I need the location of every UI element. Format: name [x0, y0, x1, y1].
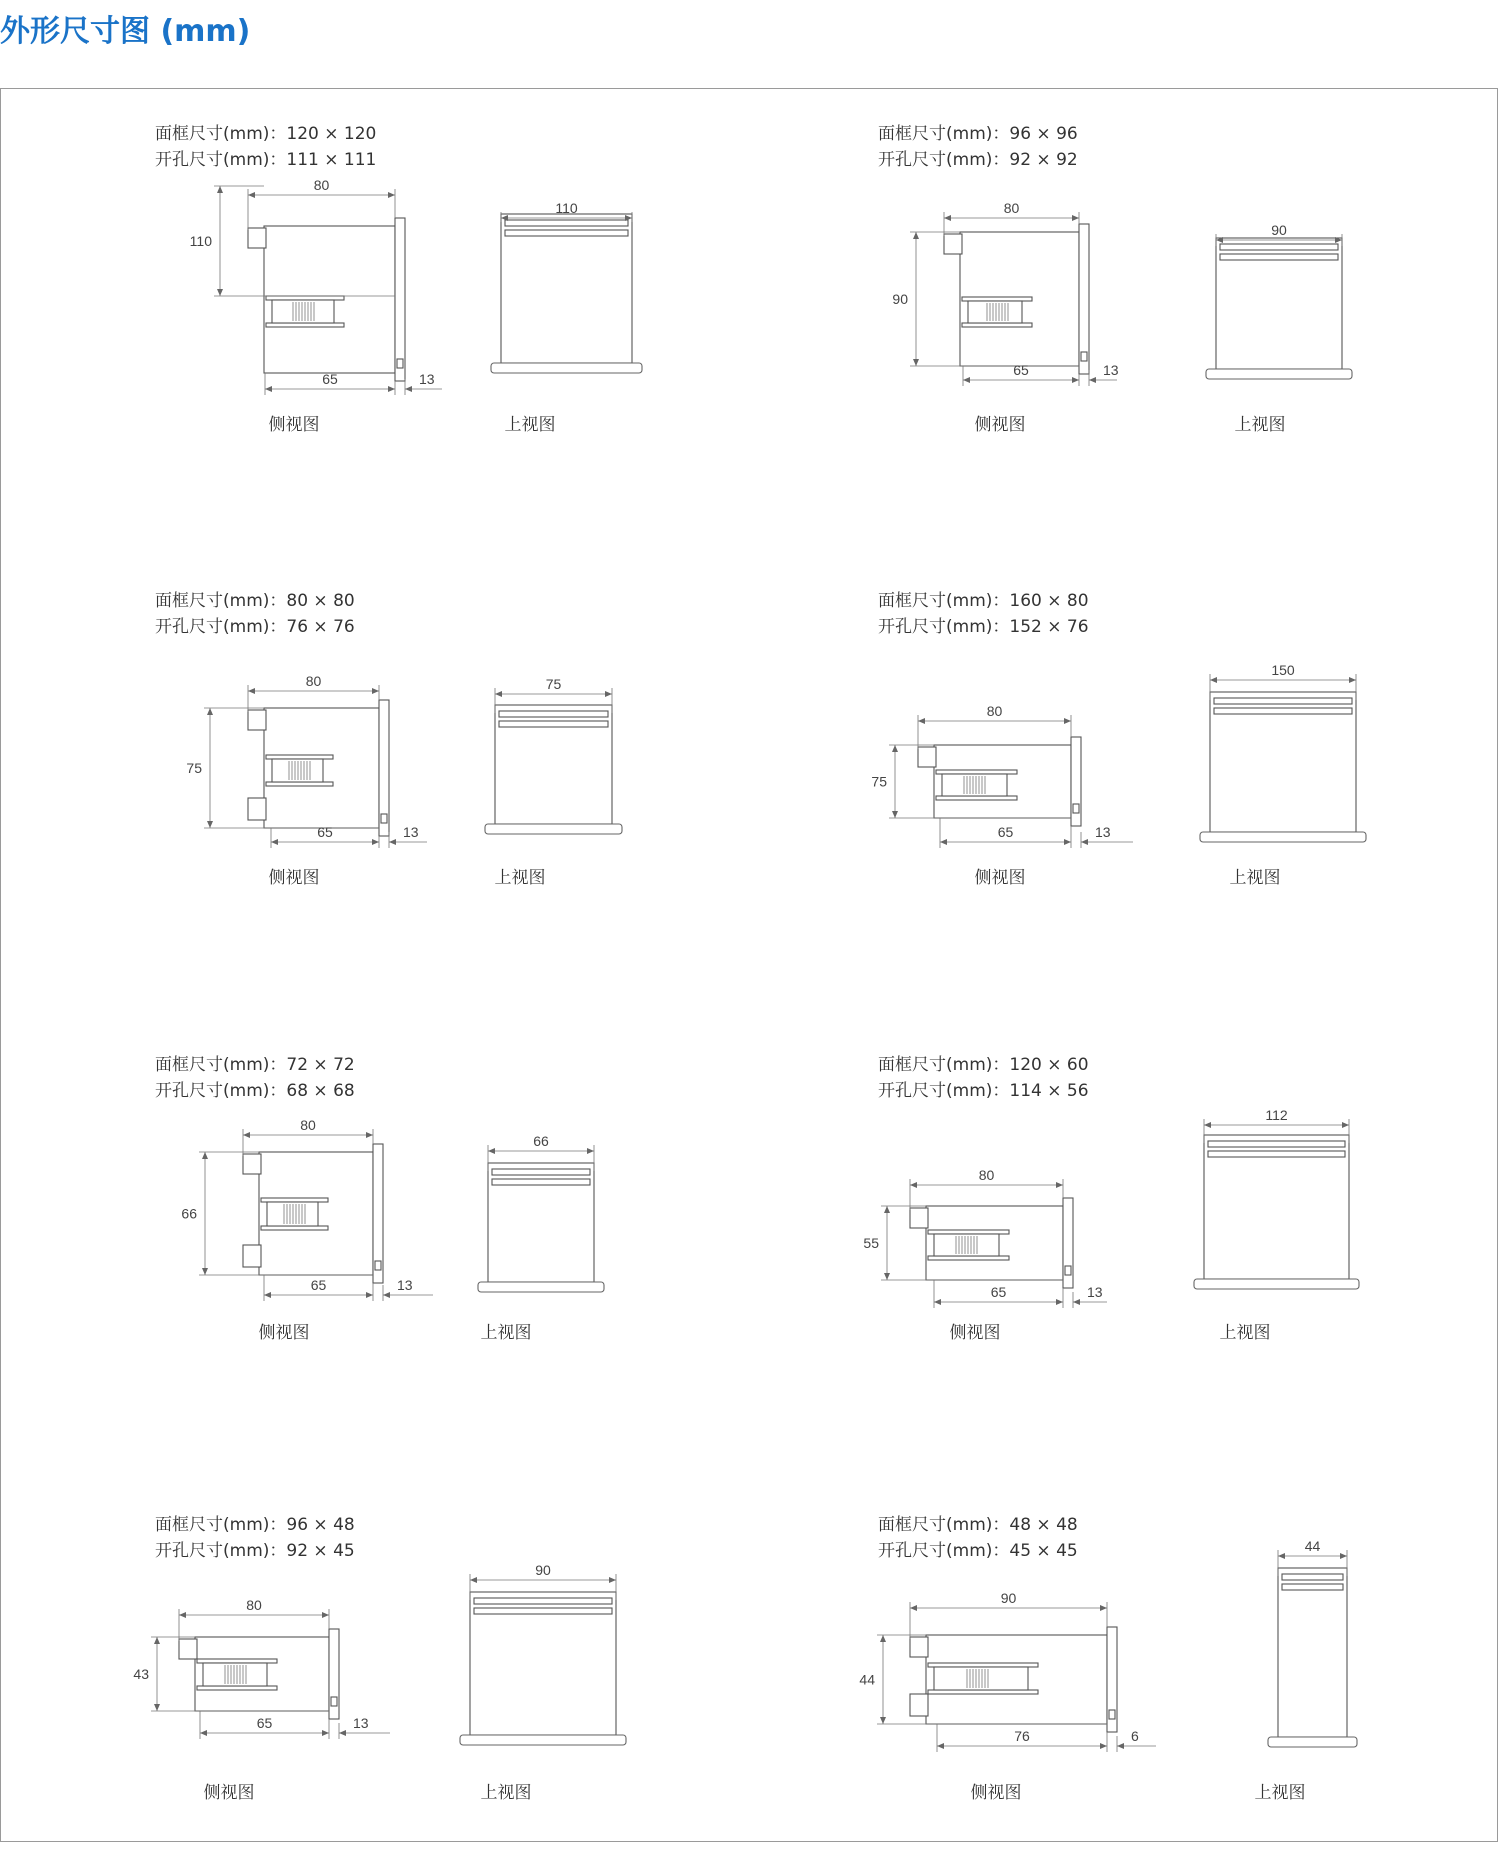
side-view-drawing [871, 703, 1133, 848]
frame-size-label: 面框尺寸(mm)：120 × 60 [878, 1055, 1089, 1075]
depth-label: 90 [1000, 1590, 1017, 1606]
top-view-caption: 上视图 [1254, 1783, 1306, 1803]
cutout-size-label: 开孔尺寸(mm)：111 × 111 [155, 150, 377, 170]
top-view-drawing [485, 676, 622, 834]
side-view-drawing [181, 1117, 433, 1301]
dimension-panel [133, 1562, 626, 1745]
cutout-size-label: 开孔尺寸(mm)：114 × 56 [878, 1081, 1089, 1101]
body-label: 65 [1013, 362, 1029, 378]
depth-label: 80 [986, 703, 1003, 719]
top-view-drawing [460, 1562, 626, 1745]
top-view-drawing [478, 1133, 604, 1292]
front-label: 13 [419, 371, 435, 387]
top-view-drawing [1206, 222, 1352, 379]
frame-size-label: 面框尺寸(mm)：96 × 96 [878, 124, 1078, 144]
width-label: 75 [545, 676, 562, 692]
width-label: 110 [555, 200, 578, 216]
side-view-drawing [190, 177, 442, 395]
front-label: 13 [403, 824, 419, 840]
page-title: 外形尺寸图 (mm) [0, 14, 251, 49]
side-view-drawing [133, 1597, 390, 1739]
depth-label: 80 [300, 1117, 316, 1133]
top-view-caption: 上视图 [480, 1323, 532, 1343]
height-dimension [207, 708, 213, 828]
width-label: 44 [1304, 1538, 1321, 1554]
top-view-drawing [1200, 662, 1366, 842]
frame-size-label: 面框尺寸(mm)：160 × 80 [878, 591, 1089, 611]
front-label: 13 [353, 1715, 369, 1731]
cutout-size-label: 开孔尺寸(mm)：76 × 76 [155, 617, 355, 637]
dimension-panel [871, 662, 1366, 848]
top-view-caption: 上视图 [494, 868, 546, 888]
height-dimension [892, 745, 898, 818]
depth-label: 80 [1003, 200, 1020, 216]
width-label: 112 [1265, 1107, 1288, 1123]
side-view-caption: 侧视图 [268, 415, 320, 435]
top-view-caption: 上视图 [1219, 1323, 1271, 1343]
height-label: 43 [133, 1666, 149, 1682]
frame-size-label: 面框尺寸(mm)：48 × 48 [878, 1515, 1078, 1535]
frame-size-label: 面框尺寸(mm)：72 × 72 [155, 1055, 355, 1075]
width-label: 150 [1271, 662, 1295, 678]
side-view-caption: 侧视图 [268, 868, 320, 888]
cutout-size-label: 开孔尺寸(mm)：92 × 92 [878, 150, 1078, 170]
dimension-panel [892, 200, 1352, 386]
height-dimension [217, 186, 223, 296]
depth-label: 80 [246, 1597, 262, 1613]
body-label: 65 [317, 824, 333, 840]
height-dimension [202, 1152, 208, 1275]
body-label: 76 [1014, 1728, 1030, 1744]
frame-size-label: 面框尺寸(mm)：96 × 48 [155, 1515, 355, 1535]
top-view-caption: 上视图 [1234, 415, 1286, 435]
front-label: 6 [1131, 1728, 1139, 1744]
side-view-drawing [863, 1167, 1107, 1308]
cutout-size-label: 开孔尺寸(mm)：45 × 45 [878, 1541, 1078, 1561]
body-label: 65 [997, 824, 1014, 840]
side-view-drawing [859, 1590, 1156, 1752]
height-dimension [913, 232, 919, 366]
cutout-size-label: 开孔尺寸(mm)：152 × 76 [878, 617, 1089, 637]
depth-label: 80 [313, 177, 330, 193]
top-view-caption: 上视图 [480, 1783, 532, 1803]
depth-label: 80 [305, 673, 322, 689]
top-view-caption: 上视图 [504, 415, 556, 435]
cutout-size-label: 开孔尺寸(mm)：92 × 45 [155, 1541, 355, 1561]
height-label: 90 [892, 291, 908, 307]
front-label: 13 [1087, 1284, 1103, 1300]
side-view-caption: 侧视图 [970, 1783, 1022, 1803]
height-label: 75 [871, 773, 887, 790]
cutout-size-label: 开孔尺寸(mm)：68 × 68 [155, 1081, 355, 1101]
width-label: 90 [535, 1562, 551, 1578]
dimension-panel [186, 673, 622, 848]
front-label: 13 [397, 1277, 413, 1293]
height-label: 66 [181, 1205, 197, 1222]
height-label: 55 [863, 1235, 879, 1251]
top-view-drawing [1194, 1107, 1359, 1289]
width-label: 66 [533, 1133, 549, 1149]
side-view-caption: 侧视图 [974, 415, 1026, 435]
dimension-panel [863, 1107, 1359, 1308]
dimension-panel [181, 1117, 604, 1301]
dimension-panel [859, 1538, 1357, 1752]
height-label: 44 [859, 1671, 875, 1688]
top-view-drawing [491, 200, 642, 373]
side-view-caption: 侧视图 [258, 1323, 310, 1343]
top-view-drawing [1268, 1538, 1357, 1747]
body-label: 65 [322, 371, 338, 387]
height-label: 75 [186, 760, 202, 776]
height-label: 110 [189, 233, 212, 249]
height-dimension [154, 1637, 160, 1711]
dimension-panel [190, 177, 642, 395]
body-label: 65 [256, 1715, 273, 1731]
side-view-drawing [186, 673, 427, 848]
depth-label: 80 [978, 1167, 995, 1183]
top-view-caption: 上视图 [1229, 868, 1281, 888]
side-view-caption: 侧视图 [974, 868, 1026, 888]
front-label: 13 [1103, 362, 1119, 378]
body-label: 65 [310, 1277, 327, 1293]
body-label: 65 [990, 1284, 1007, 1300]
side-view-caption: 侧视图 [949, 1323, 1001, 1343]
height-dimension [880, 1635, 886, 1724]
front-label: 13 [1095, 824, 1111, 840]
side-view-caption: 侧视图 [203, 1783, 255, 1803]
side-view-drawing [892, 200, 1118, 386]
height-dimension [884, 1206, 890, 1280]
frame-size-label: 面框尺寸(mm)：120 × 120 [155, 124, 377, 144]
width-label: 90 [1271, 222, 1287, 238]
frame-size-label: 面框尺寸(mm)：80 × 80 [155, 591, 355, 611]
